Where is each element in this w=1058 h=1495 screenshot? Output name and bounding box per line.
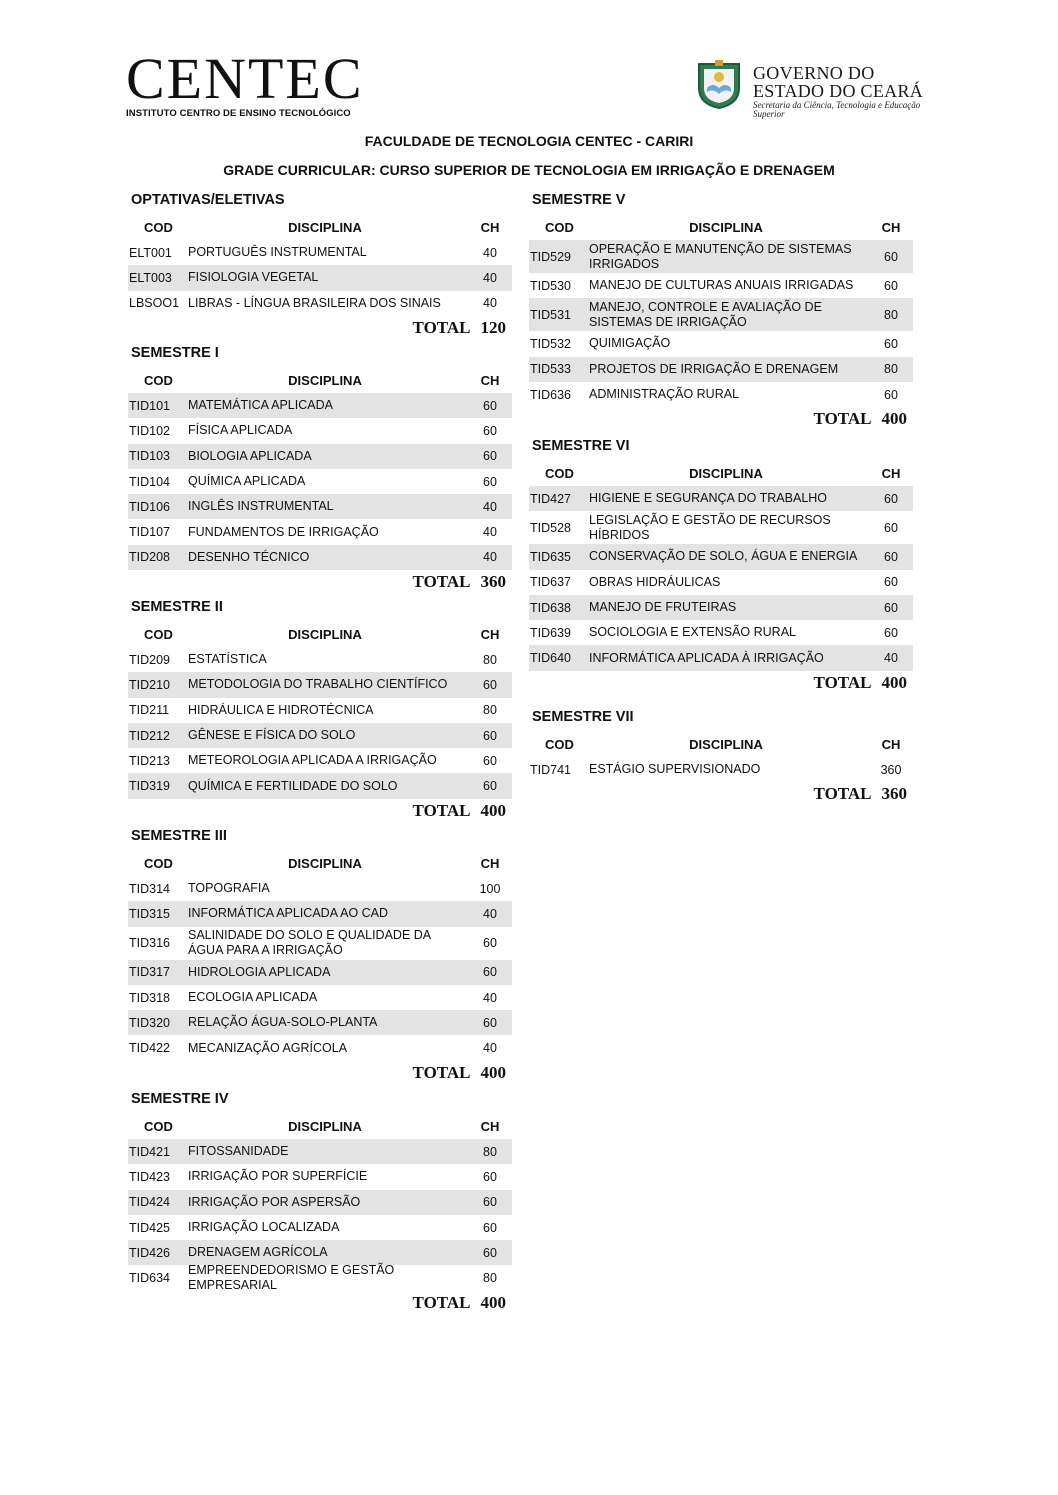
course-hours: 60: [483, 779, 497, 794]
course-hours: 40: [483, 550, 497, 565]
table-row: [128, 960, 512, 985]
table-row: [128, 519, 512, 544]
table-row: [128, 672, 512, 697]
course-hours: 80: [884, 307, 898, 322]
course-code: TID318: [129, 990, 170, 1005]
course-code: TID427: [530, 491, 571, 506]
table-row: [128, 1010, 512, 1035]
course-hours: 40: [483, 270, 497, 285]
course-name: BIOLOGIA APLICADA: [188, 448, 312, 463]
course-code: TID315: [129, 906, 170, 921]
centec-logo-text: CENTEC: [126, 46, 364, 111]
table-row: [128, 1215, 512, 1240]
table-row: [128, 748, 512, 773]
table-row: [128, 773, 512, 798]
course-code: TID637: [530, 575, 571, 590]
column-header-ch: CH: [480, 1119, 500, 1134]
table-row: [529, 595, 913, 620]
course-code: TID208: [129, 550, 170, 565]
government-logo: [693, 58, 943, 118]
course-code: TID634: [129, 1271, 170, 1286]
table-row: [128, 1240, 512, 1265]
table-header-row: [529, 461, 913, 486]
section-total: [529, 407, 913, 431]
section-title: SEMESTRE VI: [532, 438, 630, 454]
course-code: TID102: [129, 423, 170, 438]
course-name: LIBRAS - LÍNGUA BRASILEIRA DOS SINAIS: [188, 295, 441, 310]
course-hours: 60: [483, 753, 497, 768]
table-header-row: [128, 622, 512, 647]
table-row: [128, 901, 512, 926]
course-hours: 40: [483, 499, 497, 514]
course-code: TID106: [129, 499, 170, 514]
table-row: [128, 723, 512, 748]
course-name: HIDROLOGIA APLICADA: [188, 964, 331, 979]
course-hours: 80: [483, 1271, 497, 1286]
table-row: [529, 645, 913, 670]
centec-logo-subtitle: INSTITUTO CENTRO DE ENSINO TECNOLÓGICO: [126, 108, 351, 119]
course-code: TID529: [530, 249, 571, 264]
section-semestre-4: [128, 1088, 512, 1315]
course-hours: 40: [884, 651, 898, 666]
table-row: [529, 357, 913, 382]
column-header-ch: CH: [480, 373, 500, 388]
table-row: [128, 418, 512, 443]
total-label: TOTAL: [412, 1062, 471, 1082]
section-semestre-1: [128, 342, 512, 594]
course-code: TID319: [129, 779, 170, 794]
total-value: 400: [480, 1062, 506, 1082]
column-header-ch: CH: [480, 856, 500, 871]
course-name: FUNDAMENTOS DE IRRIGAÇÃO: [188, 524, 379, 539]
course-code: TID424: [129, 1195, 170, 1210]
course-hours: 60: [483, 398, 497, 413]
course-code: TID533: [530, 362, 571, 377]
course-hours: 60: [884, 278, 898, 293]
course-code: TID640: [530, 651, 571, 666]
table-row: [128, 240, 512, 265]
table-row: [128, 265, 512, 290]
table-row: [529, 570, 913, 595]
course-name: QUÍMICA E FERTILIDADE DO SOLO: [188, 778, 398, 793]
course-code: TID425: [129, 1220, 170, 1235]
course-name: GÊNESE E FÍSICA DO SOLO: [188, 728, 356, 743]
centec-logo: [126, 46, 388, 119]
table-row: [128, 393, 512, 418]
course-hours: 80: [884, 362, 898, 377]
course-name: QUÍMICA APLICADA: [188, 474, 306, 489]
table-row: [529, 486, 913, 511]
course-hours: 60: [483, 1169, 497, 1184]
course-name: MECANIZAÇÃO AGRÍCOLA: [188, 1040, 348, 1055]
column-header-ch: CH: [881, 737, 901, 752]
course-name: MANEJO, CONTROLE E AVALIAÇÃO DE SISTEMAS DE IRRIGAÇÃO: [589, 299, 822, 329]
column-header-disciplina: DISCIPLINA: [689, 466, 763, 481]
curriculum-title: GRADE CURRICULAR: CURSO SUPERIOR DE TECNOLOGIA EM IRRIGAÇÃO E DRENAGEM: [223, 162, 835, 178]
table-row: [128, 1139, 512, 1164]
course-code: TID210: [129, 677, 170, 692]
table-row: [128, 1164, 512, 1189]
total-label: TOTAL: [412, 1292, 471, 1312]
section-semestre-3: [128, 825, 512, 1085]
section-total: [128, 570, 512, 594]
total-label: TOTAL: [412, 800, 471, 820]
table-row: [529, 620, 913, 645]
total-value: 120: [480, 317, 506, 337]
course-code: TID423: [129, 1169, 170, 1184]
column-header-disciplina: DISCIPLINA: [288, 373, 362, 388]
course-name: FISIOLOGIA VEGETAL: [188, 270, 319, 285]
column-header-disciplina: DISCIPLINA: [288, 627, 362, 642]
section-title: SEMESTRE IV: [131, 1091, 229, 1107]
course-code: TID314: [129, 881, 170, 896]
course-hours: 360: [880, 762, 902, 777]
course-name: LEGISLAÇÃO E GESTÃO DE RECURSOS HÍBRIDOS: [589, 512, 831, 542]
course-code: TID101: [129, 398, 170, 413]
table-row: [128, 647, 512, 672]
course-hours: 60: [483, 965, 497, 980]
column-header-disciplina: DISCIPLINA: [288, 856, 362, 871]
course-hours: 100: [479, 881, 501, 896]
table-row: [529, 511, 913, 544]
table-row: [128, 1035, 512, 1060]
government-logo-line1: GOVERNO DO: [753, 63, 875, 83]
course-code: TID209: [129, 652, 170, 667]
table-header-row: [529, 215, 913, 240]
table-header-row: [128, 368, 512, 393]
course-name: METEOROLOGIA APLICADA A IRRIGAÇÃO: [188, 753, 437, 768]
column-header-cod: COD: [545, 220, 574, 235]
course-code: TID528: [530, 520, 571, 535]
course-code: TID421: [129, 1144, 170, 1159]
course-name: IRRIGAÇÃO POR SUPERFÍCIE: [188, 1169, 368, 1184]
course-name: SOCIOLOGIA E EXTENSÃO RURAL: [589, 625, 797, 640]
course-hours: 60: [884, 336, 898, 351]
course-code: TID741: [530, 762, 571, 777]
table-row: [128, 1190, 512, 1215]
table-row: [128, 291, 512, 316]
total-label: TOTAL: [813, 784, 872, 804]
table-row: [128, 444, 512, 469]
course-name: INGLÊS INSTRUMENTAL: [188, 499, 334, 514]
course-code: TID316: [129, 936, 170, 951]
course-code: LBSOO1: [129, 296, 180, 311]
column-header-cod: COD: [545, 466, 574, 481]
course-hours: 60: [884, 549, 898, 564]
column-header-cod: COD: [144, 373, 173, 388]
column-header-disciplina: DISCIPLINA: [288, 1119, 362, 1134]
table-row: [529, 298, 913, 331]
course-code: TID635: [530, 549, 571, 564]
table-row: [128, 876, 512, 901]
table-row: [128, 469, 512, 494]
course-code: TID532: [530, 336, 571, 351]
course-name: IRRIGAÇÃO POR ASPERSÃO: [188, 1194, 361, 1209]
total-value: 400: [480, 800, 506, 820]
course-code: TID107: [129, 525, 170, 540]
total-value: 400: [881, 409, 907, 429]
course-hours: 80: [483, 652, 497, 667]
column-header-cod: COD: [144, 220, 173, 235]
course-hours: 40: [483, 990, 497, 1005]
section-total: [529, 671, 913, 695]
table-row: [529, 382, 913, 407]
government-logo-line3: Secretaria da Ciência, Tecnologia e Educação Superior: [753, 100, 921, 119]
section-title: SEMESTRE VII: [532, 709, 634, 725]
course-name: PORTUGUÊS INSTRUMENTAL: [188, 245, 367, 260]
total-value: 400: [881, 672, 907, 692]
course-code: TID104: [129, 474, 170, 489]
course-name: EMPREENDEDORISMO E GESTÃO EMPRESARIAL: [188, 1263, 395, 1293]
course-code: TID211: [129, 703, 170, 718]
course-code: TID530: [530, 278, 571, 293]
course-name: ADMINISTRAÇÃO RURAL: [589, 387, 740, 402]
course-hours: 60: [483, 1220, 497, 1235]
total-label: TOTAL: [412, 317, 471, 337]
column-header-disciplina: DISCIPLINA: [288, 220, 362, 235]
course-name: MANEJO DE CULTURAS ANUAIS IRRIGADAS: [589, 278, 854, 293]
course-code: TID317: [129, 965, 170, 980]
course-name: IRRIGAÇÃO LOCALIZADA: [188, 1220, 340, 1235]
section-total: [128, 316, 512, 340]
column-header-disciplina: DISCIPLINA: [689, 737, 763, 752]
table-header-row: [128, 1114, 512, 1139]
course-hours: 40: [483, 296, 497, 311]
course-hours: 60: [884, 575, 898, 590]
total-label: TOTAL: [412, 572, 471, 592]
course-hours: 60: [884, 491, 898, 506]
course-hours: 80: [483, 703, 497, 718]
table-row: [529, 331, 913, 356]
course-hours: 60: [483, 474, 497, 489]
table-header-row: [128, 215, 512, 240]
course-code: TID638: [530, 600, 571, 615]
course-name: METODOLOGIA DO TRABALHO CIENTÍFICO: [188, 677, 448, 692]
total-value: 360: [881, 784, 907, 804]
course-name: HIDRÁULICA E HIDROTÉCNICA: [188, 702, 374, 717]
course-code: ELT003: [129, 270, 172, 285]
total-label: TOTAL: [813, 672, 872, 692]
table-row: [529, 273, 913, 298]
table-row: [128, 494, 512, 519]
course-name: FITOSSANIDADE: [188, 1144, 289, 1159]
total-value: 360: [480, 572, 506, 592]
table-row: [128, 985, 512, 1010]
course-hours: 60: [483, 1015, 497, 1030]
course-code: TID531: [530, 307, 571, 322]
government-logo-line2: ESTADO DO CEARÁ: [753, 81, 924, 101]
course-hours: 60: [884, 625, 898, 640]
course-name: SALINIDADE DO SOLO E QUALIDADE DA ÁGUA PARA A IRRIGAÇÃO: [188, 928, 431, 958]
section-title: SEMESTRE II: [131, 599, 223, 615]
course-name: PROJETOS DE IRRIGAÇÃO E DRENAGEM: [589, 361, 839, 376]
faculty-title: FACULDADE DE TECNOLOGIA CENTEC - CARIRI: [364, 133, 694, 149]
course-name: OBRAS HIDRÁULICAS: [589, 574, 721, 589]
course-code: ELT001: [129, 245, 172, 260]
section-title: SEMESTRE III: [131, 828, 227, 844]
course-name: ECOLOGIA APLICADA: [188, 990, 318, 1005]
table-row: [529, 240, 913, 273]
course-name: TOPOGRAFIA: [188, 881, 270, 896]
column-header-cod: COD: [144, 627, 173, 642]
table-header-row: [128, 851, 512, 876]
section-total: [128, 799, 512, 823]
course-hours: 40: [483, 245, 497, 260]
section-title: SEMESTRE I: [131, 345, 219, 361]
course-hours: 40: [483, 525, 497, 540]
course-code: TID320: [129, 1015, 170, 1030]
section-total: [128, 1061, 512, 1085]
column-header-cod: COD: [144, 1119, 173, 1134]
section-semestre-2: [128, 596, 512, 823]
course-name: CONSERVAÇÃO DE SOLO, ÁGUA E ENERGIA: [589, 549, 858, 564]
ceara-coat-of-arms-icon: [693, 58, 745, 110]
table-row: [128, 1263, 512, 1293]
column-header-disciplina: DISCIPLINA: [689, 220, 763, 235]
section-optativas: [128, 189, 512, 340]
section-semestre-6: [529, 435, 913, 695]
table-row: [128, 927, 512, 960]
column-header-ch: CH: [480, 627, 500, 642]
course-code: TID636: [530, 387, 571, 402]
column-header-cod: COD: [545, 737, 574, 752]
course-code: TID426: [129, 1245, 170, 1260]
course-hours: 60: [483, 1245, 497, 1260]
course-code: TID103: [129, 449, 170, 464]
table-row: [128, 545, 512, 570]
total-label: TOTAL: [813, 409, 872, 429]
course-hours: 40: [483, 906, 497, 921]
course-name: MANEJO DE FRUTEIRAS: [589, 600, 737, 615]
course-name: FÍSICA APLICADA: [188, 423, 293, 438]
course-name: INFORMÁTICA APLICADA À IRRIGAÇÃO: [589, 650, 824, 665]
course-code: TID213: [129, 753, 170, 768]
section-total: [529, 782, 913, 806]
section-semestre-7: [529, 706, 913, 806]
course-code: TID639: [530, 625, 571, 640]
course-name: DESENHO TÉCNICO: [188, 549, 310, 564]
course-hours: 60: [483, 677, 497, 692]
course-code: TID422: [129, 1041, 170, 1056]
course-hours: 80: [483, 1144, 497, 1159]
course-name: DRENAGEM AGRÍCOLA: [188, 1245, 328, 1260]
course-hours: 60: [483, 423, 497, 438]
course-name: RELAÇÃO ÁGUA-SOLO-PLANTA: [188, 1015, 378, 1030]
table-row: [128, 698, 512, 723]
course-name: ESTATÍSTICA: [188, 652, 267, 667]
course-hours: 60: [884, 387, 898, 402]
course-hours: 60: [483, 1195, 497, 1210]
table-row: [529, 757, 913, 782]
column-header-ch: CH: [480, 220, 500, 235]
course-hours: 60: [884, 520, 898, 535]
column-header-cod: COD: [144, 856, 173, 871]
course-name: HIGIENE E SEGURANÇA DO TRABALHO: [589, 491, 828, 506]
table-header-row: [529, 732, 913, 757]
course-name: MATEMÁTICA APLICADA: [188, 398, 333, 413]
section-title: OPTATIVAS/ELETIVAS: [131, 192, 285, 208]
section-title: SEMESTRE V: [532, 192, 626, 208]
course-name: QUIMIGAÇÃO: [589, 336, 671, 351]
table-row: [529, 544, 913, 569]
section-semestre-5: [529, 189, 913, 431]
course-hours: 40: [483, 1041, 497, 1056]
course-name: OPERAÇÃO E MANUTENÇÃO DE SISTEMAS IRRIGADOS: [589, 241, 852, 271]
column-header-ch: CH: [881, 466, 901, 481]
course-hours: 60: [483, 936, 497, 951]
course-hours: 60: [884, 600, 898, 615]
course-name: INFORMÁTICA APLICADA AO CAD: [188, 906, 389, 921]
total-value: 400: [480, 1292, 506, 1312]
section-total: [128, 1291, 512, 1315]
course-hours: 60: [884, 249, 898, 264]
course-hours: 60: [483, 449, 497, 464]
course-hours: 60: [483, 728, 497, 743]
course-code: TID212: [129, 728, 170, 743]
course-name: ESTÁGIO SUPERVISIONADO: [589, 762, 761, 777]
column-header-ch: CH: [881, 220, 901, 235]
